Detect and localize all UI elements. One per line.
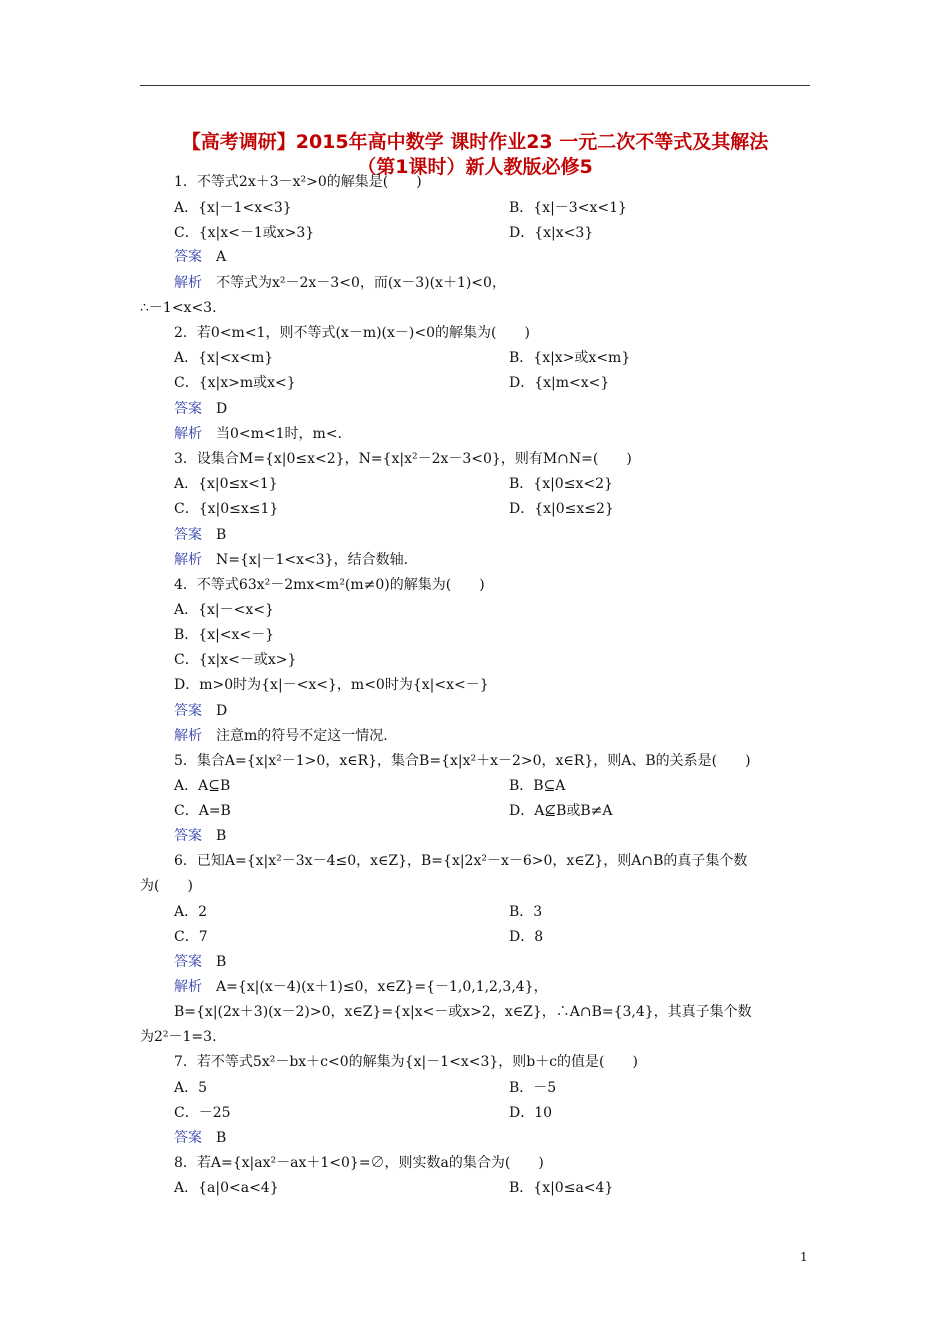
question-6-stem-cont: 为( ) bbox=[140, 878, 193, 894]
answer-label: 答案 bbox=[174, 527, 202, 543]
question-1-analysis bbox=[174, 273, 506, 293]
answer-label: 答案 bbox=[174, 401, 202, 417]
question-2-analysis bbox=[174, 424, 342, 444]
analysis-label: 解析 bbox=[174, 728, 202, 744]
question-5-option-c: C．A=B bbox=[174, 803, 231, 819]
question-4-option-c: C．{x|x<－或x>} bbox=[174, 652, 297, 668]
question-6-analysis-cont2: 为2²－1=3. bbox=[140, 1029, 217, 1045]
question-3-option-a: A．{x|0≤x<1} bbox=[174, 476, 278, 492]
answer-label: 答案 bbox=[174, 1130, 202, 1146]
question-6-option-c: C．7 bbox=[174, 929, 208, 945]
question-7-option-b: B．－5 bbox=[509, 1080, 557, 1096]
analysis-label: 解析 bbox=[174, 979, 202, 995]
question-5-stem: 5．集合A={x|x²－1>0，x∈R}，集合B={x|x²＋x－2>0，x∈R}，则A、B的关系是( ) bbox=[174, 753, 751, 769]
question-4-option-b: B．{x|<x<－} bbox=[174, 627, 275, 643]
question-6-answer bbox=[174, 952, 226, 972]
question-8-option-b: B．{x|0≤a<4} bbox=[509, 1180, 614, 1196]
question-2-option-a: A．{x|<x<m} bbox=[174, 350, 274, 366]
question-6-stem: 6．已知A={x|x²－3x－4≤0，x∈Z}，B={x|2x²－x－6>0，x∈Z}，则A∩B的真子集个数 bbox=[174, 853, 748, 869]
answer-value: B bbox=[216, 828, 227, 844]
question-3-option-c: C．{x|0≤x≤1} bbox=[174, 501, 279, 517]
question-3-option-b: B．{x|0≤x<2} bbox=[509, 476, 613, 492]
question-2-option-c: C．{x|x>m或x<} bbox=[174, 375, 296, 391]
answer-value: D bbox=[216, 401, 228, 417]
question-6-analysis-cont: B={x|(2x＋3)(x－2)>0，x∈Z}={x|x<－或x>2，x∈Z}，∴A∩B={3,4}，其真子集个数 bbox=[174, 1004, 752, 1020]
question-8-option-a: A．{a|0<a<4} bbox=[174, 1180, 279, 1196]
document-title-line1: 【高考调研】2015年高中数学 课时作业23 一元二次不等式及其解法 bbox=[181, 131, 769, 153]
question-6-option-a: A．2 bbox=[174, 904, 208, 920]
question-4-analysis bbox=[174, 726, 388, 746]
answer-label: 答案 bbox=[174, 249, 202, 265]
question-6-analysis bbox=[174, 977, 548, 997]
answer-label: 答案 bbox=[174, 954, 202, 970]
question-3-answer bbox=[174, 525, 226, 545]
document-title-line2: （第1课时）新人教版必修5 bbox=[357, 156, 593, 178]
question-8-stem: 8．若A={x|ax²－ax＋1<0}=∅，则实数a的集合为( ) bbox=[174, 1155, 544, 1171]
analysis-text: 不等式为x²－2x－3<0，而(x－3)(x＋1)<0， bbox=[216, 275, 506, 291]
analysis-label: 解析 bbox=[174, 552, 202, 568]
question-2-stem: 2．若0<m<1，则不等式(x－m)(x－)<0的解集为( ) bbox=[174, 325, 530, 341]
question-4-option-d: D．m>0时为{x|－<x<}，m<0时为{x|<x<－} bbox=[174, 677, 489, 693]
question-7-stem: 7．若不等式5x²－bx＋c<0的解集为{x|－1<x<3}，则b＋c的值是( ) bbox=[174, 1054, 638, 1070]
question-4-stem: 4．不等式63x²－2mx<m²(m≠0)的解集为( ) bbox=[174, 577, 485, 593]
answer-label: 答案 bbox=[174, 703, 202, 719]
question-4-answer bbox=[174, 701, 227, 721]
analysis-text: 注意m的符号不定这一情况. bbox=[216, 728, 388, 744]
question-1-answer bbox=[174, 247, 226, 267]
question-5-option-a: A．A⊆B bbox=[174, 778, 231, 794]
question-2-answer bbox=[174, 399, 227, 419]
question-1-stem: 1．不等式2x＋3－x²>0的解集是( ) bbox=[174, 174, 422, 190]
answer-value: B bbox=[216, 527, 227, 543]
question-7-answer bbox=[174, 1128, 226, 1148]
answer-value: B bbox=[216, 954, 227, 970]
question-1-analysis-cont: ∴－1<x<3. bbox=[140, 300, 217, 316]
question-7-option-d: D．10 bbox=[509, 1105, 553, 1121]
question-5-answer bbox=[174, 826, 226, 846]
answer-label: 答案 bbox=[174, 828, 202, 844]
question-1-option-a: A．{x|－1<x<3} bbox=[174, 200, 292, 216]
analysis-text: 当0<m<1时，m<. bbox=[216, 426, 343, 442]
header-rule bbox=[140, 85, 810, 86]
answer-value: D bbox=[216, 703, 228, 719]
answer-value: A bbox=[216, 249, 227, 265]
question-7-option-a: A．5 bbox=[174, 1080, 208, 1096]
question-6-option-d: D．8 bbox=[509, 929, 544, 945]
question-1-option-c: C．{x|x<－1或x>3} bbox=[174, 225, 315, 241]
analysis-label: 解析 bbox=[174, 426, 202, 442]
question-2-option-b: B．{x|x>或x<m} bbox=[509, 350, 631, 366]
analysis-label: 解析 bbox=[174, 275, 202, 291]
answer-value: B bbox=[216, 1130, 227, 1146]
question-2-option-d: D．{x|m<x<} bbox=[509, 375, 610, 391]
question-5-option-b: B．B⊆A bbox=[509, 778, 566, 794]
question-3-option-d: D．{x|0≤x≤2} bbox=[509, 501, 614, 517]
page-number: 1 bbox=[800, 1250, 808, 1264]
analysis-text: N={x|－1<x<3}，结合数轴. bbox=[216, 552, 409, 568]
question-3-analysis bbox=[174, 550, 408, 570]
question-1-option-d: D．{x|x<3} bbox=[509, 225, 594, 241]
question-7-option-c: C．－25 bbox=[174, 1105, 231, 1121]
analysis-text: A={x|(x－4)(x＋1)≤0，x∈Z}={－1,0,1,2,3,4}， bbox=[216, 979, 548, 995]
question-5-option-d: D．A⊈B或B≠A bbox=[509, 803, 613, 819]
question-3-stem: 3．设集合M={x|0≤x<2}，N={x|x²－2x－3<0}，则有M∩N=( ) bbox=[174, 451, 632, 467]
question-1-option-b: B．{x|－3<x<1} bbox=[509, 200, 627, 216]
question-4-option-a: A．{x|－<x<} bbox=[174, 602, 274, 618]
question-6-option-b: B．3 bbox=[509, 904, 543, 920]
